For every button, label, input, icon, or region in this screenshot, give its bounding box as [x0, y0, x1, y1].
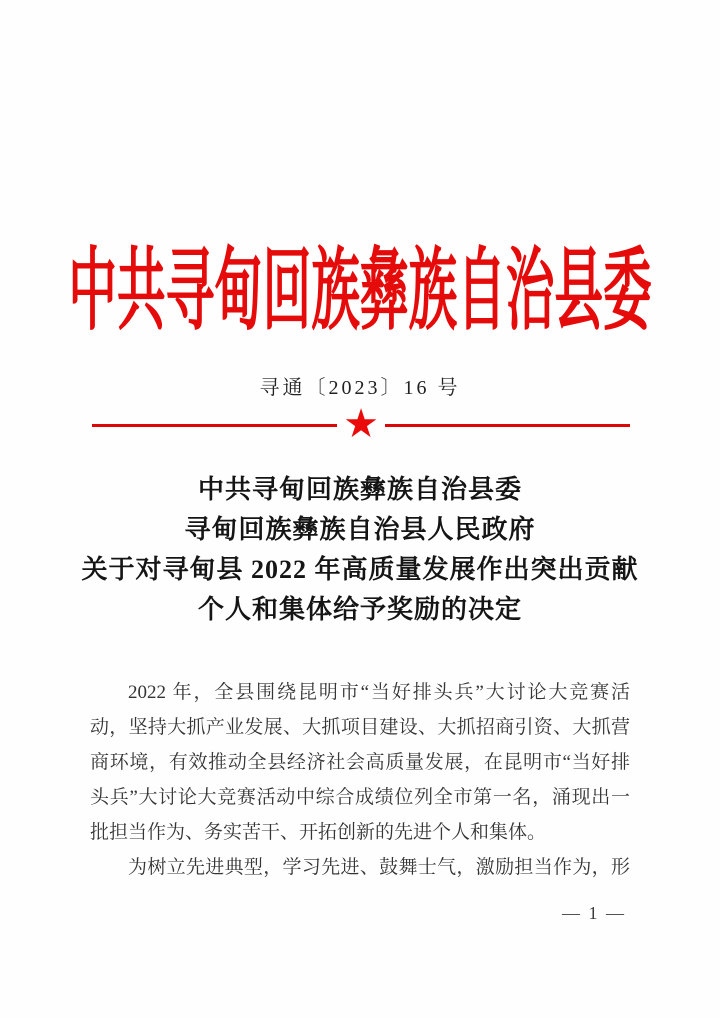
- title-line-1: 中共寻甸回族彝族自治县委: [197, 475, 522, 504]
- separator-line-left: [92, 424, 337, 427]
- separator-line-right: [385, 424, 630, 427]
- body-line-4: 头兵”大讨论大竞赛活动中综合成绩位列全市第一名，涌现出一: [90, 787, 630, 808]
- title-line-2: 寻甸回族彝族自治县人民政府: [184, 515, 536, 544]
- document-title: [40, 470, 680, 630]
- title-line-3: 关于对寻甸县 2022 年高质量发展作出突出贡献: [81, 555, 639, 584]
- issuing-agency-title: 中共寻甸回族彝族自治县委: [68, 242, 652, 341]
- document-number: 寻通〔2023〕16 号: [259, 377, 461, 399]
- page-number: — 1 —: [562, 903, 626, 923]
- body-line-6: 为树立先进典型，学习先进、鼓舞士气，激励担当作为，形: [128, 857, 630, 878]
- document-body: [90, 675, 630, 885]
- body-line-5: 批担当作为、务实苦干、开拓创新的先进个人和集体。: [90, 822, 547, 843]
- body-line-3: 商环境，有效推动全县经济社会高质量发展，在昆明市“当好排: [90, 752, 630, 773]
- title-line-4: 个人和集体给予奖励的决定: [197, 595, 522, 624]
- body-line-1: 2022 年，全县围绕昆明市“当好排头兵”大讨论大竞赛活: [128, 682, 630, 703]
- red-header: [0, 242, 720, 342]
- star-icon: ★: [343, 401, 379, 446]
- header-separator: [92, 401, 630, 446]
- body-line-2: 动，坚持大抓产业发展、大抓项目建设、大抓招商引资、大抓营: [90, 717, 630, 738]
